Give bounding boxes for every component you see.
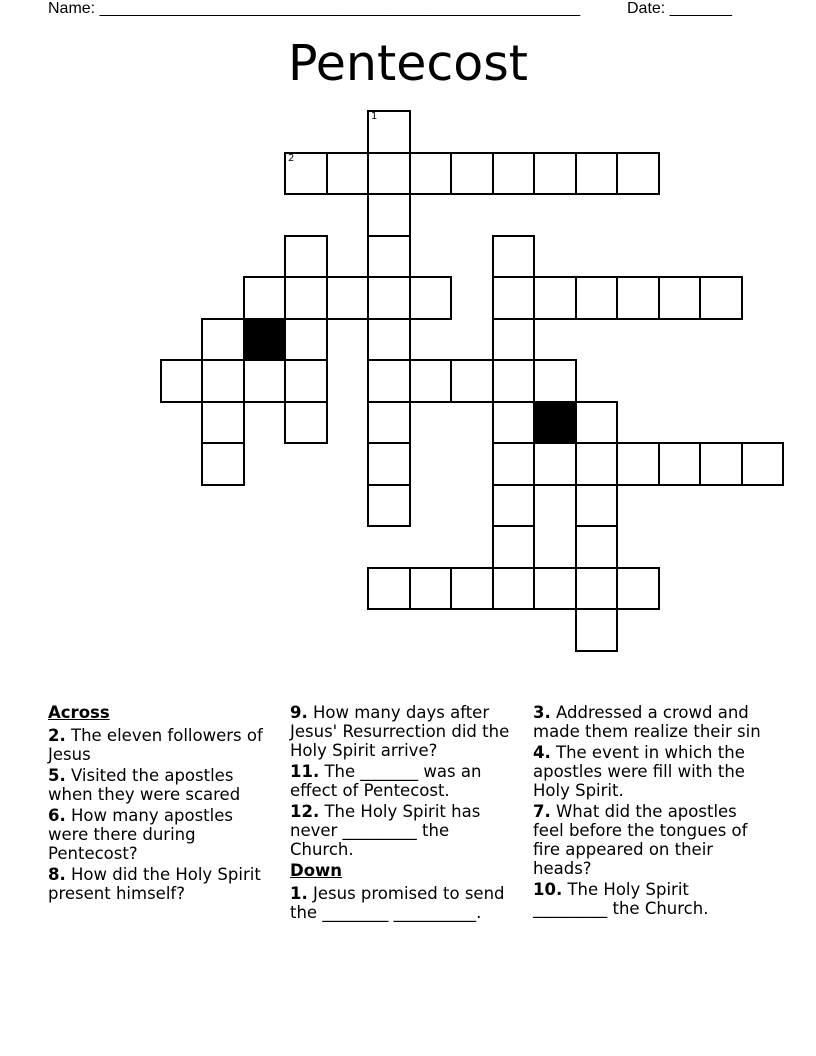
crossword-cell[interactable] [201, 442, 245, 486]
clue-text: The Holy Spirit _________ the Church. [533, 880, 709, 918]
clue-number: 4. [533, 743, 551, 762]
crossword-cell[interactable] [450, 152, 494, 196]
clue-number: 9. [290, 703, 308, 722]
clue-across-12 [290, 802, 516, 859]
crossword-cell[interactable] [492, 235, 536, 279]
crossword-cell[interactable] [243, 276, 287, 320]
crossword-cell[interactable] [492, 152, 536, 196]
crossword-cell[interactable] [284, 401, 328, 445]
crossword-cell[interactable] [575, 608, 619, 652]
cell-number: 1 [371, 111, 378, 122]
crossword-cell[interactable] [367, 442, 411, 486]
crossword-cell[interactable] [409, 359, 453, 403]
crossword-cell[interactable] [367, 193, 411, 237]
clue-number: 8. [48, 865, 66, 884]
crossword-cell[interactable] [575, 525, 619, 569]
crossword-cell[interactable] [450, 359, 494, 403]
crossword-cell[interactable] [243, 359, 287, 403]
clue-number: 3. [533, 703, 551, 722]
crossword-cell[interactable] [367, 359, 411, 403]
crossword-cell[interactable] [284, 235, 328, 279]
crossword-cell[interactable] [699, 442, 743, 486]
name-field-label: Name: ______________________________________________________ [48, 0, 581, 17]
crossword-cell[interactable] [533, 359, 577, 403]
clue-text: How many days after Jesus' Resurrection did the Holy Spirit arrive? [290, 703, 510, 760]
crossword-cell[interactable] [284, 276, 328, 320]
crossword-cell[interactable] [367, 235, 411, 279]
clue-across-9 [290, 703, 516, 760]
clue-number: 1. [290, 884, 308, 903]
clue-text: Visited the apostles when they were scared [48, 766, 241, 804]
crossword-cell[interactable] [492, 401, 536, 445]
clue-text: What did the apostles feel before the tongues of fire appeared on their heads? [533, 802, 748, 878]
crossword-cell[interactable] [201, 359, 245, 403]
crossword-cell[interactable] [367, 152, 411, 196]
clue-text: Addressed a crowd and made them realize their sin [533, 703, 761, 741]
crossword-cell[interactable] [699, 276, 743, 320]
crossword-cell[interactable] [367, 567, 411, 611]
clues-column-3 [533, 703, 765, 920]
clue-down-1 [290, 884, 516, 922]
clue-down-10 [533, 880, 765, 918]
clue-text: How many apostles were there during Pentecost? [48, 806, 233, 863]
crossword-cell[interactable] [367, 110, 411, 154]
cell-number: 10 [537, 401, 550, 413]
crossword-cell[interactable] [409, 567, 453, 611]
clue-number: 10. [533, 880, 563, 899]
clues-column-1 [48, 703, 276, 905]
clue-text: Jesus promised to send the ________ __________. [290, 884, 505, 922]
clue-text: The eleven followers of Jesus [48, 726, 263, 764]
page-title: Pentecost [287, 35, 529, 92]
crossword-cell[interactable] [658, 442, 702, 486]
crossword-cell[interactable] [409, 152, 453, 196]
clue-number: 5. [48, 766, 66, 785]
crossword-cell[interactable] [160, 359, 204, 403]
crossword-cell[interactable] [492, 442, 536, 486]
crossword-cell[interactable] [533, 152, 577, 196]
clue-number: 2. [48, 726, 66, 745]
crossword-cell[interactable] [658, 276, 702, 320]
crossword-cell[interactable] [616, 567, 660, 611]
clue-number: 7. [533, 802, 551, 821]
crossword-cell[interactable] [741, 442, 785, 486]
crossword-cell[interactable] [492, 359, 536, 403]
clue-down-3 [533, 703, 765, 741]
clue-across-8 [48, 865, 276, 903]
crossword-cell[interactable] [284, 318, 328, 362]
crossword-cell[interactable] [533, 442, 577, 486]
crossword-cell[interactable] [492, 484, 536, 528]
down-heading: Down [290, 861, 343, 880]
crossword-cell[interactable] [575, 276, 619, 320]
crossword-cell[interactable] [616, 276, 660, 320]
across-heading: Across [48, 703, 110, 722]
cell-number: 2 [288, 152, 295, 164]
clue-down-7 [533, 802, 765, 878]
black-square [533, 401, 577, 445]
crossword-cell[interactable] [575, 442, 619, 486]
crossword-cell[interactable] [367, 484, 411, 528]
crossword-cell[interactable] [575, 152, 619, 196]
clue-across-6 [48, 806, 276, 863]
crossword-cell[interactable] [533, 567, 577, 611]
crossword-cell[interactable] [533, 276, 577, 320]
clue-text: The _______ was an effect of Pentecost. [290, 762, 482, 800]
clues-column-2 [290, 703, 516, 924]
crossword-cell[interactable] [367, 318, 411, 362]
crossword-cell[interactable] [284, 359, 328, 403]
crossword-cell[interactable] [409, 276, 453, 320]
clue-text: How did the Holy Spirit present himself? [48, 865, 261, 903]
crossword-cell[interactable] [201, 401, 245, 445]
clue-across-5 [48, 766, 276, 804]
crossword-cell[interactable] [450, 567, 494, 611]
clue-text: The Holy Spirit has never _________ the Church. [290, 802, 481, 859]
black-square [243, 318, 287, 362]
crossword-cell[interactable] [367, 276, 411, 320]
crossword-cell[interactable] [616, 152, 660, 196]
crossword-cell[interactable] [492, 567, 536, 611]
crossword-cell[interactable] [367, 401, 411, 445]
clue-across-11 [290, 762, 516, 800]
crossword-cell[interactable] [575, 484, 619, 528]
clue-down-4 [533, 743, 765, 800]
clue-text: The event in which the apostles were fill with the Holy Spirit. [533, 743, 745, 800]
crossword-cell[interactable] [492, 318, 536, 362]
crossword-cell[interactable] [616, 442, 660, 486]
crossword-cell[interactable] [201, 318, 245, 362]
crossword-cell[interactable] [326, 152, 370, 196]
crossword-cell[interactable] [492, 276, 536, 320]
crossword-cell[interactable] [492, 525, 536, 569]
clue-number: 11. [290, 762, 320, 781]
crossword-cell[interactable] [575, 401, 619, 445]
crossword-cell[interactable] [284, 152, 328, 196]
crossword-cell[interactable] [326, 276, 370, 320]
clue-across-2 [48, 726, 276, 764]
clue-number: 12. [290, 802, 320, 821]
date-field-label: Date: _______ [627, 0, 732, 17]
clue-number: 6. [48, 806, 66, 825]
